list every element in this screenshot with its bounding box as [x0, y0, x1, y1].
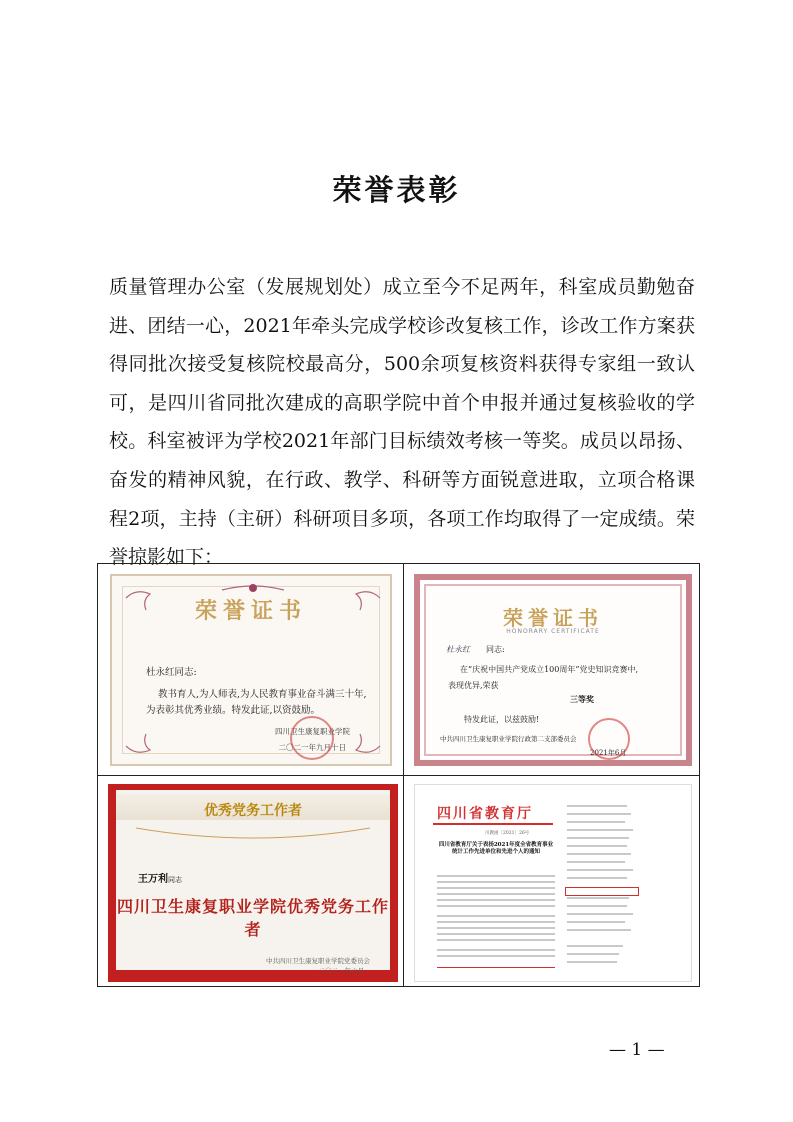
certificate-photo-teaching-30-years	[110, 574, 392, 766]
certificate-title: 荣誉证书	[503, 606, 603, 630]
certificate-award: 三等奖	[570, 694, 594, 704]
page-number: — 1 —	[609, 1040, 665, 1060]
certificate-frame	[108, 784, 398, 982]
certificate-recipient-signature: 杜永红	[446, 645, 470, 654]
certificate-date: 二〇二一年九月十日	[278, 743, 346, 752]
document-number: 川教函〔2021〕26号	[485, 831, 530, 836]
certificate-main-text: 四川卫生康复职业学院优秀党务工作者	[116, 897, 389, 939]
document-header: 四川省教育厅	[437, 806, 533, 822]
document-page	[414, 784, 692, 982]
notice-title: 四川省教育厅关于表扬2021年度全省教育事业统计工作先进单位和先进个人的通知	[438, 842, 554, 855]
photo-grid	[97, 563, 700, 987]
certificate-recipient: 王万利同志	[138, 874, 182, 885]
certificate-issuer: 中共四川卫生康复职业学院党委员会	[266, 957, 370, 965]
page-title: 荣誉表彰	[332, 173, 461, 207]
highlight-box	[565, 887, 639, 896]
certificate-title: 荣誉证书	[194, 598, 307, 624]
certificate-date: 二〇二一年六月	[318, 967, 364, 975]
certificate-issuer: 四川卫生康复职业学院	[275, 727, 350, 736]
certificate-text-line: 表现优异,荣获	[448, 681, 499, 690]
red-seal-stamp	[588, 718, 630, 760]
certificate-text-line: 在“庆祝中国共产党成立100周年”党史知识竞赛中,	[460, 665, 638, 674]
red-seal-stamp	[290, 716, 334, 760]
certificate-frame	[414, 574, 692, 766]
certificate-issuer: 中共四川卫生康复职业学院行政第二支部委员会	[440, 735, 577, 743]
certificate-subtitle: HONORARY CERTIFICATE	[506, 628, 600, 635]
certificate-salutation: 同志:	[486, 645, 505, 654]
certificate-text-line: 为表彰其优秀业绩。特发此证,以资鼓励。	[146, 705, 321, 716]
certificate-photo-excellent-party-worker	[108, 784, 398, 982]
certificate-text-line: 特发此证，以兹鼓励!	[464, 715, 540, 724]
header-rule	[433, 823, 553, 825]
body-paragraph: 质量管理办公室（发展规划处）成立至今不足两年，科室成员勤勉奋进、团结一心，2021年牵头完成学校诊改复核工作，诊改工作方案获得同批次接受复核院校最高分，500余项复核资料获得专家组一致认可，是四川省同批次建成的高职学院中首个申报并通过复核验收的学校。科室被评为学校2021年部门目标绩效考核一等奖。成员以昂扬、奋发的精神风貌，在行政、教学、科研等方面锐意进取，立项合格课程2项，主持（主研）科研项目多项，各项工作均取得了一定成绩。荣誉掠影如下：	[109, 276, 695, 569]
notice-document-photo	[414, 784, 692, 982]
grid-divider-horizontal	[98, 775, 699, 776]
certificate-recipient: 杜永红同志:	[146, 667, 197, 678]
certificate-frame	[110, 574, 392, 766]
certificate-title: 优秀党务工作者	[204, 803, 302, 819]
certificate-date: 2021年6月	[590, 749, 627, 757]
certificate-text-line: 教书育人,为人师表,为人民教育事业奋斗满三十年,	[158, 689, 367, 700]
certificate-photo-party-history-quiz	[414, 574, 692, 766]
ribbon-ornament-icon	[116, 818, 390, 858]
